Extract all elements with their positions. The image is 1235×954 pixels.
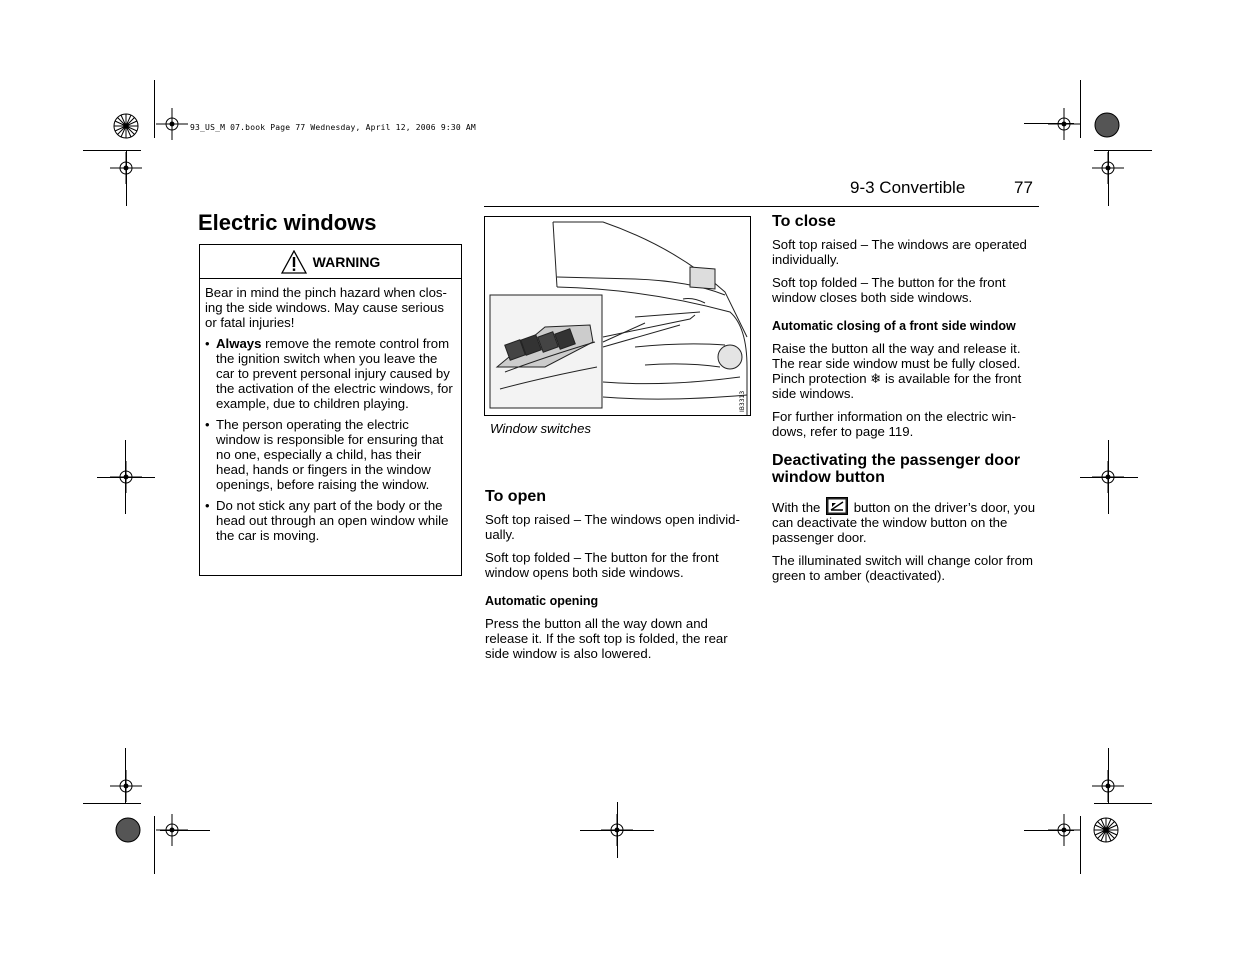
chapter-title: 9-3 Convertible [850,178,966,197]
paragraph: With the button on the driver’s door, you can deactivate the window button on the passenger door. [772,497,1040,545]
paragraph: For further information on the electric win-dows, refer to page 119. [772,409,1017,439]
paragraph: Soft top folded – The button for the front window opens both side windows. [485,550,719,580]
subsection-heading: Automatic opening [485,594,599,608]
crosshair-icon [1048,108,1080,140]
registration-wheel-icon [106,106,146,146]
section-heading: To open [485,488,547,505]
paragraph: Soft top folded – The button for the front window closes both side windows. [772,275,1006,305]
list-item [205,336,456,411]
warning-intro: Bear in mind the pinch hazard when clos-ing the side windows. May cause serious or fatal injuries! [205,285,447,330]
figure-caption: Window switches [490,421,592,436]
section-heading: Deactivating the passenger door window button [772,452,1021,486]
registration-wheel-icon [1086,810,1126,850]
crosshair-icon [156,108,188,140]
list-item [205,498,456,543]
paragraph: Soft top raised – The windows open individ-ually. [485,512,740,542]
crosshair-icon [1092,461,1124,493]
crosshair-icon [110,461,142,493]
subsection-heading: Automatic closing of a front side window [772,319,1016,333]
registration-dot-icon [1092,110,1122,140]
warning-box [199,244,462,576]
warning-label: WARNING [312,253,381,270]
deactivate-section [772,452,1040,583]
bullet-text: Do not stick any part of the body or the head out through an open window while the car is moving. [216,498,449,543]
bullet-dot: • [205,417,210,432]
window-switches-illustration [484,216,751,416]
bullet-text: The person operating the electric window is responsible for ensuring that no one, especially a child, has their head, hands or fingers in the window openings, before raising the window. [216,417,444,492]
warning-triangle-icon [281,250,307,274]
paragraph: The illuminated switch will change color from green to amber (deactivated). [772,553,1033,583]
registration-dot-icon [113,815,143,845]
crosshair-icon [110,770,142,802]
page-number: 77 [1014,178,1033,197]
paragraph: Press the button all the way down and release it. If the soft top is folded, the rear side window is also lowered. [485,616,728,661]
warning-header [200,245,461,279]
crosshair-icon [1092,770,1124,802]
list-item [205,417,456,492]
door-panel-drawing [485,217,750,415]
page-title: Electric windows [198,210,377,235]
crosshair-icon [110,152,142,184]
crosshair-icon [601,814,633,846]
print-slug: 93_US_M 07.book Page 77 Wednesday, April 12, 2006 9:30 AM [190,123,476,132]
bullet-dot: • [205,498,210,513]
header-rule [484,206,1039,207]
crosshair-icon [1048,814,1080,846]
to-open-section [485,488,753,661]
bullet-emphasis: Always [216,336,262,351]
crosshair-icon [1092,152,1124,184]
to-close-section [772,213,1040,439]
bullet-text: remove the remote control from the ignition switch when you leave the car to prevent personal injury caused by the activation of the electric windows, for example, due to children playing. [216,336,453,411]
figure-code: IB3313 [739,390,746,412]
paragraph: Soft top raised – The windows are operated individually. [772,237,1027,267]
pinch-protection-icon: ❄ [870,371,882,386]
paragraph: Raise the button all the way and release it. The rear side window must be fully closed. Pinch protection ❄ is available for the front side windows. [772,341,1022,401]
crosshair-icon [156,814,188,846]
section-heading: To close [772,213,836,230]
window-lock-icon [826,497,848,515]
bullet-dot: • [205,336,210,351]
